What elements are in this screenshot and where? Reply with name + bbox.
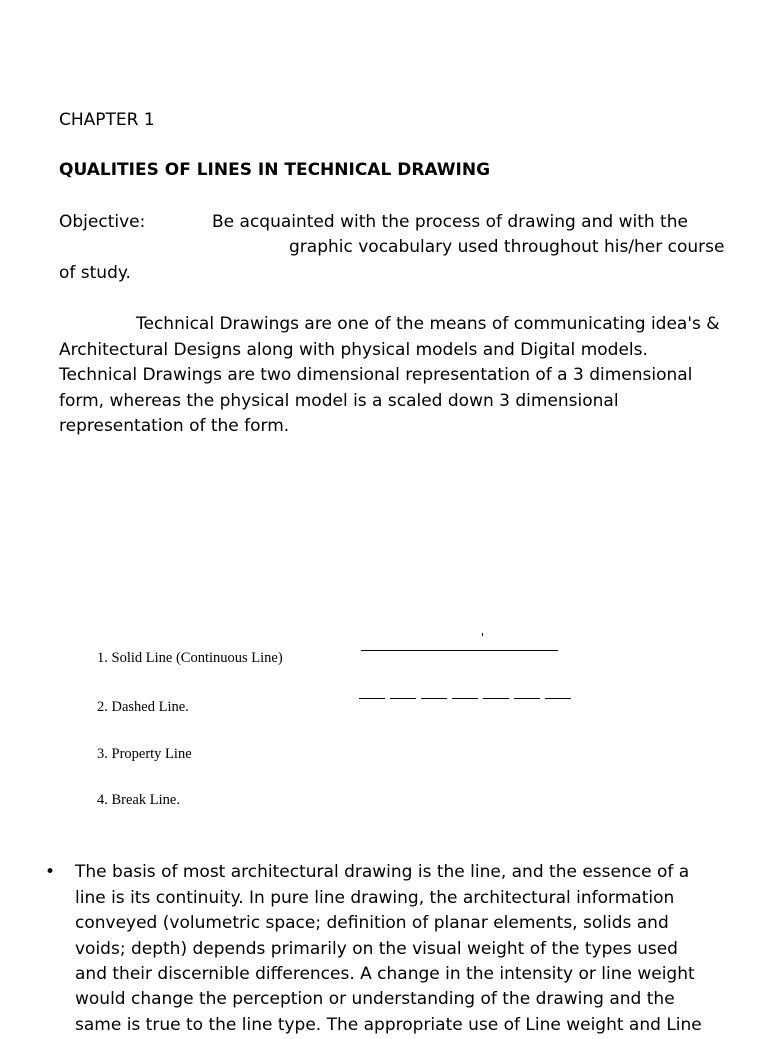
dash-segment	[359, 698, 385, 699]
bullet-line-1: The basis of most architectural drawing is the line, and the essence of a	[75, 862, 690, 882]
bullet-line-6: would change the perception or understanding of the drawing and the	[75, 989, 675, 1009]
intro-line-1: Technical Drawings are one of the means of communicating idea's &	[136, 314, 720, 334]
bullet-line-5: and their discernible differences. A change in the intensity or line weight	[75, 964, 695, 984]
dash-segment	[452, 698, 478, 699]
bullet-line-3: conveyed (volumetric space; definition of planar elements, solids and	[75, 913, 669, 933]
solid-line-sample	[361, 650, 558, 651]
intro-line-5: representation of the form.	[59, 416, 290, 436]
objective-line-3: of study.	[59, 263, 131, 283]
bullet-point: •	[45, 862, 56, 882]
bullet-line-4: voids; depth) depends primarily on the visual weight of the types used	[75, 939, 678, 959]
solid-line-tick-mark	[482, 633, 483, 636]
line-type-property: 3. Property Line	[97, 746, 192, 762]
line-type-break: 4. Break Line.	[97, 792, 180, 808]
dash-segment	[421, 698, 447, 699]
bullet-line-7: same is true to the line type. The appropriate use of Line weight and Line	[75, 1015, 702, 1035]
line-type-solid: 1. Solid Line (Continuous Line)	[97, 650, 283, 666]
chapter-title: QUALITIES OF LINES IN TECHNICAL DRAWING	[59, 160, 491, 180]
dash-segment	[483, 698, 509, 699]
objective-line-1: Be acquainted with the process of drawing and with the	[212, 212, 688, 232]
intro-line-4: form, whereas the physical model is a scaled down 3 dimensional	[59, 391, 619, 411]
chapter-label: CHAPTER 1	[59, 110, 155, 130]
dash-segment	[545, 698, 571, 699]
line-type-dashed: 2. Dashed Line.	[97, 699, 189, 715]
intro-line-2: Architectural Designs along with physical models and Digital models.	[59, 340, 648, 360]
intro-line-3: Technical Drawings are two dimensional representation of a 3 dimensional	[59, 365, 693, 385]
dash-segment	[514, 698, 540, 699]
bullet-line-2: line is its continuity. In pure line drawing, the architectural information	[75, 888, 675, 908]
objective-line-2: graphic vocabulary used throughout his/her course	[289, 237, 725, 257]
dash-segment	[390, 698, 416, 699]
objective-label: Objective:	[59, 212, 146, 232]
